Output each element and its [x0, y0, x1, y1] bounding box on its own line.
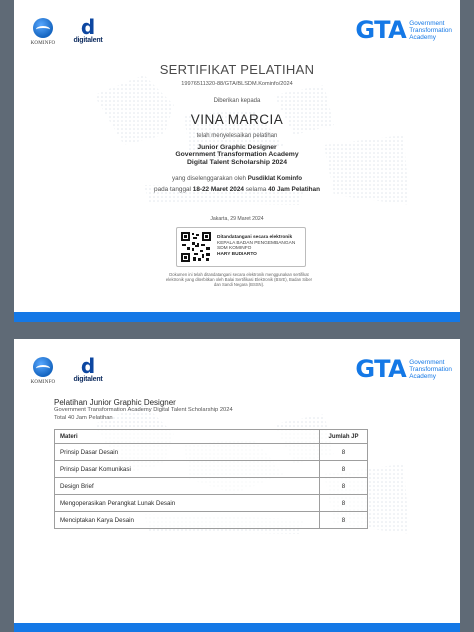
- course-line-3: Digital Talent Scholarship 2024: [187, 158, 287, 166]
- gta-line-2: Transformation: [409, 26, 452, 34]
- jp-cell: 8: [320, 495, 368, 512]
- certificate-title: SERTIFIKAT PELATIHAN: [159, 62, 315, 77]
- gta-mark: GTA: [355, 355, 407, 383]
- course-name-block: [14, 144, 460, 166]
- gta-logo: [355, 357, 452, 381]
- kominfo-globe-icon: [33, 18, 53, 38]
- course-line-2: Government Transformation Academy: [175, 151, 299, 159]
- signed-label: Ditandatangani secara elektronik: [217, 235, 293, 240]
- bottom-accent-bar: [14, 312, 460, 322]
- date-line: [14, 186, 460, 193]
- curriculum-page: [14, 339, 460, 632]
- kominfo-logo-text: KOMINFO: [30, 380, 56, 385]
- digitalent-logo-text: digitalent: [73, 37, 103, 44]
- materi-cell: Prinsip Dasar Desain: [55, 444, 320, 461]
- jp-cell: 8: [320, 461, 368, 478]
- completed-label: telah menyelesaikan pelatihan: [196, 133, 278, 139]
- date-range: 18-22 Maret 2024: [192, 186, 244, 193]
- signer-position-1: KEPALA BADAN PENGEMBANGAN: [217, 240, 296, 246]
- jp-cell: 8: [320, 444, 368, 461]
- signer-name: HARY BUDIARTO: [217, 251, 257, 257]
- gta-logo: [355, 18, 452, 42]
- signature-details: [217, 235, 295, 257]
- gta-line-1: Government: [409, 19, 445, 27]
- digitalent-mark-icon: d: [80, 15, 96, 39]
- digitalent-mark-icon: d: [80, 354, 96, 378]
- jp-cell: 8: [320, 512, 368, 529]
- jp-cell: 8: [320, 478, 368, 495]
- organizer-line: [14, 175, 460, 182]
- curriculum-table: [54, 429, 368, 529]
- electronic-signature-box: [176, 227, 306, 267]
- kominfo-logo-text: KOMINFO: [30, 41, 56, 46]
- signer-position-2: SDM KOMINFO: [217, 246, 252, 252]
- organizer-name: Pusdiklat Kominfo: [247, 175, 303, 182]
- table-row: [55, 461, 368, 478]
- training-total-hours: Total 40 Jam Pelatihan: [54, 415, 113, 421]
- place-date: Jakarta, 29 Maret 2024: [210, 216, 264, 222]
- course-line-1: Junior Graphic Designer: [197, 144, 277, 151]
- table-header-row: [55, 430, 368, 444]
- table-row: [55, 512, 368, 529]
- header-jumlah-jp: Jumlah JP: [320, 430, 368, 444]
- table-row: [55, 478, 368, 495]
- table-row: [55, 495, 368, 512]
- qr-code-icon: [180, 231, 212, 263]
- kominfo-logo: [25, 18, 61, 52]
- training-title: Pelatihan Junior Graphic Designer: [54, 398, 176, 407]
- certificate-number: 19976511320-88/GTA/BLSDM.Kominfo/2024: [181, 81, 293, 87]
- gta-logo-text: [409, 20, 452, 41]
- materi-cell: Menciptakan Karya Desain: [55, 512, 320, 529]
- materi-cell: Mengoperasikan Perangkat Lunak Desain: [55, 495, 320, 512]
- table-row: [55, 444, 368, 461]
- gta-line-1: Government: [409, 358, 445, 366]
- training-subtitle: Government Transformation Academy Digital Talent Scholarship 2024: [54, 407, 233, 413]
- duration: 40 Jam Pelatihan: [268, 186, 320, 193]
- kominfo-logo: [25, 357, 61, 391]
- digitalent-logo: [66, 17, 110, 51]
- gta-mark: GTA: [355, 16, 407, 44]
- given-to-label: Diberikan kepada: [213, 98, 261, 104]
- gta-line-3: Academy: [409, 33, 436, 41]
- digitalent-logo-text: digitalent: [73, 376, 103, 383]
- disclaimer-text: Dokumen ini telah ditandatangani secara elektronik menggunakan sertifikat elektronik yang diterbitkan oleh Balai Sertifikasi Elektronik (BSrE), Badan Siber dan Sandi Negara (BSSN).: [165, 272, 313, 287]
- digitalent-logo: [66, 356, 110, 390]
- bottom-accent-bar: [14, 623, 460, 632]
- gta-line-3: Academy: [409, 372, 436, 380]
- header-materi: Materi: [55, 430, 320, 444]
- recipient-name: VINA MARCIA: [190, 112, 284, 127]
- kominfo-globe-icon: [33, 357, 53, 377]
- date-prefix: pada tanggal: [154, 186, 191, 193]
- duration-prefix: selama: [245, 186, 267, 193]
- materi-cell: Prinsip Dasar Komunikasi: [55, 461, 320, 478]
- gta-logo-text: [409, 359, 452, 380]
- organizer-prefix: yang diselenggarakan oleh: [171, 175, 246, 182]
- certificate-page: [14, 0, 460, 322]
- gta-line-2: Transformation: [409, 365, 452, 373]
- materi-cell: Design Brief: [55, 478, 320, 495]
